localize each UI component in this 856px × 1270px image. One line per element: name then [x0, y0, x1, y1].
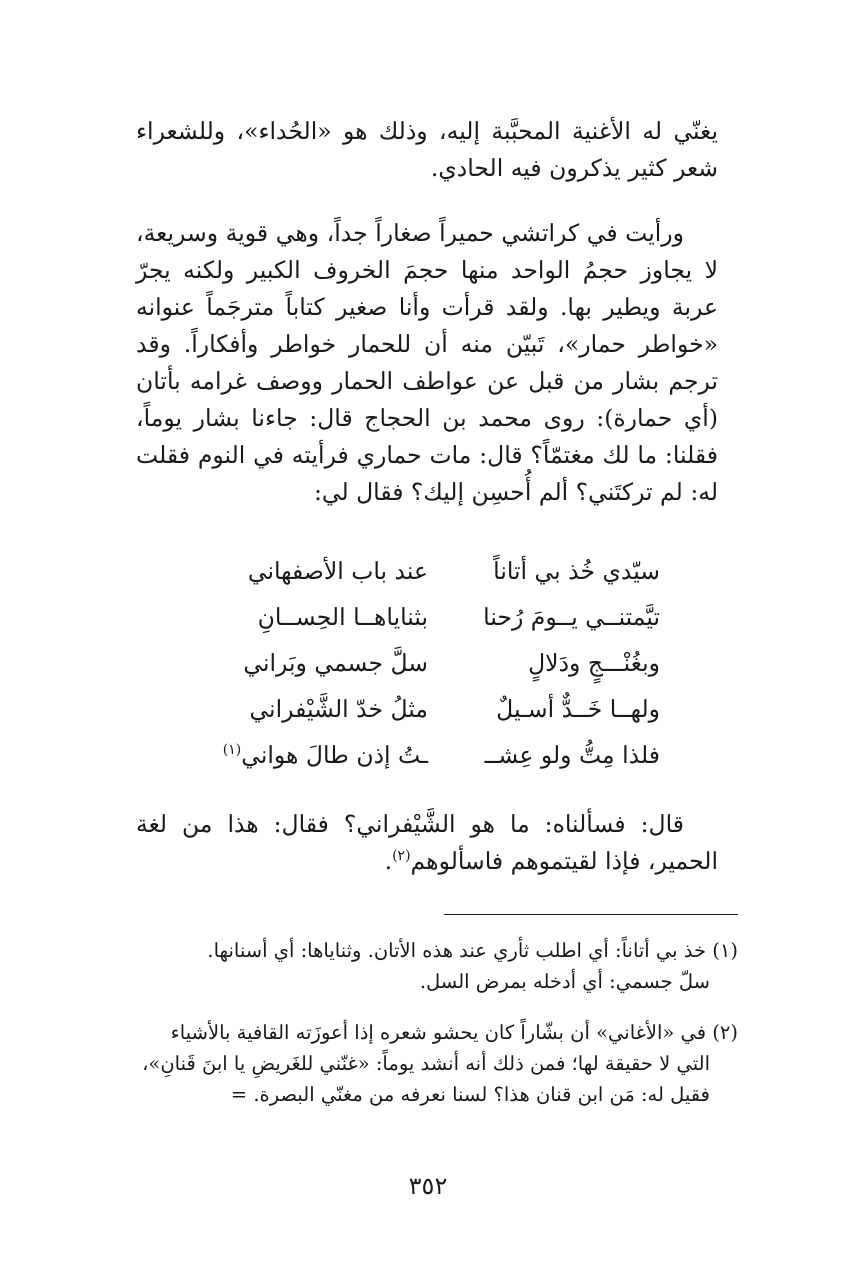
verse-first-hemistich: ولهــا خَــدٌّ أسـيلٌ	[496, 695, 660, 723]
verse-second-hemistich: بثناياهــا الحِســانِ	[257, 603, 428, 631]
footnote-ref-2[interactable]: (٢)	[392, 848, 411, 865]
poem	[200, 557, 660, 787]
poem-verse	[200, 741, 660, 787]
footnote-number: (٢)	[712, 1021, 738, 1044]
verse-first-hemistich: تيَّمتنــي يــومَ رُحنا	[483, 603, 660, 631]
paragraph-3: قال: فسألناه: ما هو الشَّيْفراني؟ فقال: هذا من لغة الحمير، فإذا لقيتموهم فاسألوهم$^{(٢)}$.	[136, 810, 718, 875]
poem-verse	[200, 557, 660, 603]
footnote-text-continued: سلّ جسمي: أي أدخله بمرض السل.	[419, 970, 710, 993]
paragraph-1: يغنّي له الأغنية المحبَّبة إليه، وذلك هو «الحُداء»، وللشعراء شعر كثير يذكرون فيه الحادي.	[136, 117, 718, 182]
footnote-text-continued: التي لا حقيقة لها؛ فمن ذلك أنه أنشد يوماً: «غنّني للغَريضِ يا ابنَ قَنانِ»، فقيل له: مَن ابن قنان هذا؟ لسنا نعرفه من مغنّي البصرة. =	[142, 1052, 710, 1106]
footnote-ref-1[interactable]: (١)	[222, 742, 242, 759]
footnote-text: خذ بي أتاناً: أي اطلب ثأري عند هذه الأتان. وثناياها: أي أسنانها.	[207, 939, 707, 962]
verse-second-hemistich: مثلُ خدّ الشَّيْفراني	[249, 695, 428, 723]
footnote-separator	[444, 914, 738, 915]
verse-second-hemistich: عند باب الأصفهاني	[247, 557, 428, 585]
poem-verse	[200, 603, 660, 649]
verse-second-hemistich: ـتُ إذن طالَ هواني$^{(١)}$	[222, 741, 428, 769]
poem-verse	[200, 649, 660, 695]
verse-second-hemistich: سلَّ جسمي وبَراني	[243, 649, 428, 677]
verse-first-hemistich: فلذا مِتُّ ولو عِشــ	[484, 741, 660, 769]
page-number: ٣٥٢	[408, 1172, 448, 1200]
footnote-2	[118, 1017, 738, 1110]
footnote-text: في «الأغاني» أن بشّاراً كان يحشو شعره إذا أعوزَته القافية بالأشياء	[170, 1021, 707, 1044]
footnote-number: (١)	[712, 939, 738, 962]
poem-verse	[200, 695, 660, 741]
verse-first-hemistich: وبغُنْـــجٍ ودَلالٍ	[528, 649, 660, 677]
paragraph-2: ورأيت في كراتشي حميراً صغاراً جداً، وهي قوية وسريعة، لا يجاوز حجمُ الواحد منها حجمَ الخروف الكبير ولكنه يجرّ عربة ويطير بها. ولقد قرأت وأنا صغير كتاباً مترجَماً عنوانه «خواطر حمار»، تَبيّن منه أن للحمار خواطر وأفكاراً. وقد ترجم بشار من قبل عن عواطف الحمار ووصف غرامه بأتان (أي حمارة): روى محمد بن الحجاج قال: جاءنا بشار يوماً، فقلنا: ما لك مغتمّاً؟ قال: مات حماري فرأيته في النوم فقلت له: لم تركتَني؟ ألم أُحسِن إليك؟ فقال لي:	[136, 219, 718, 506]
verse-first-hemistich: سيّدي خُذ بي أتاناً	[493, 557, 660, 585]
footnote-1	[118, 935, 738, 997]
